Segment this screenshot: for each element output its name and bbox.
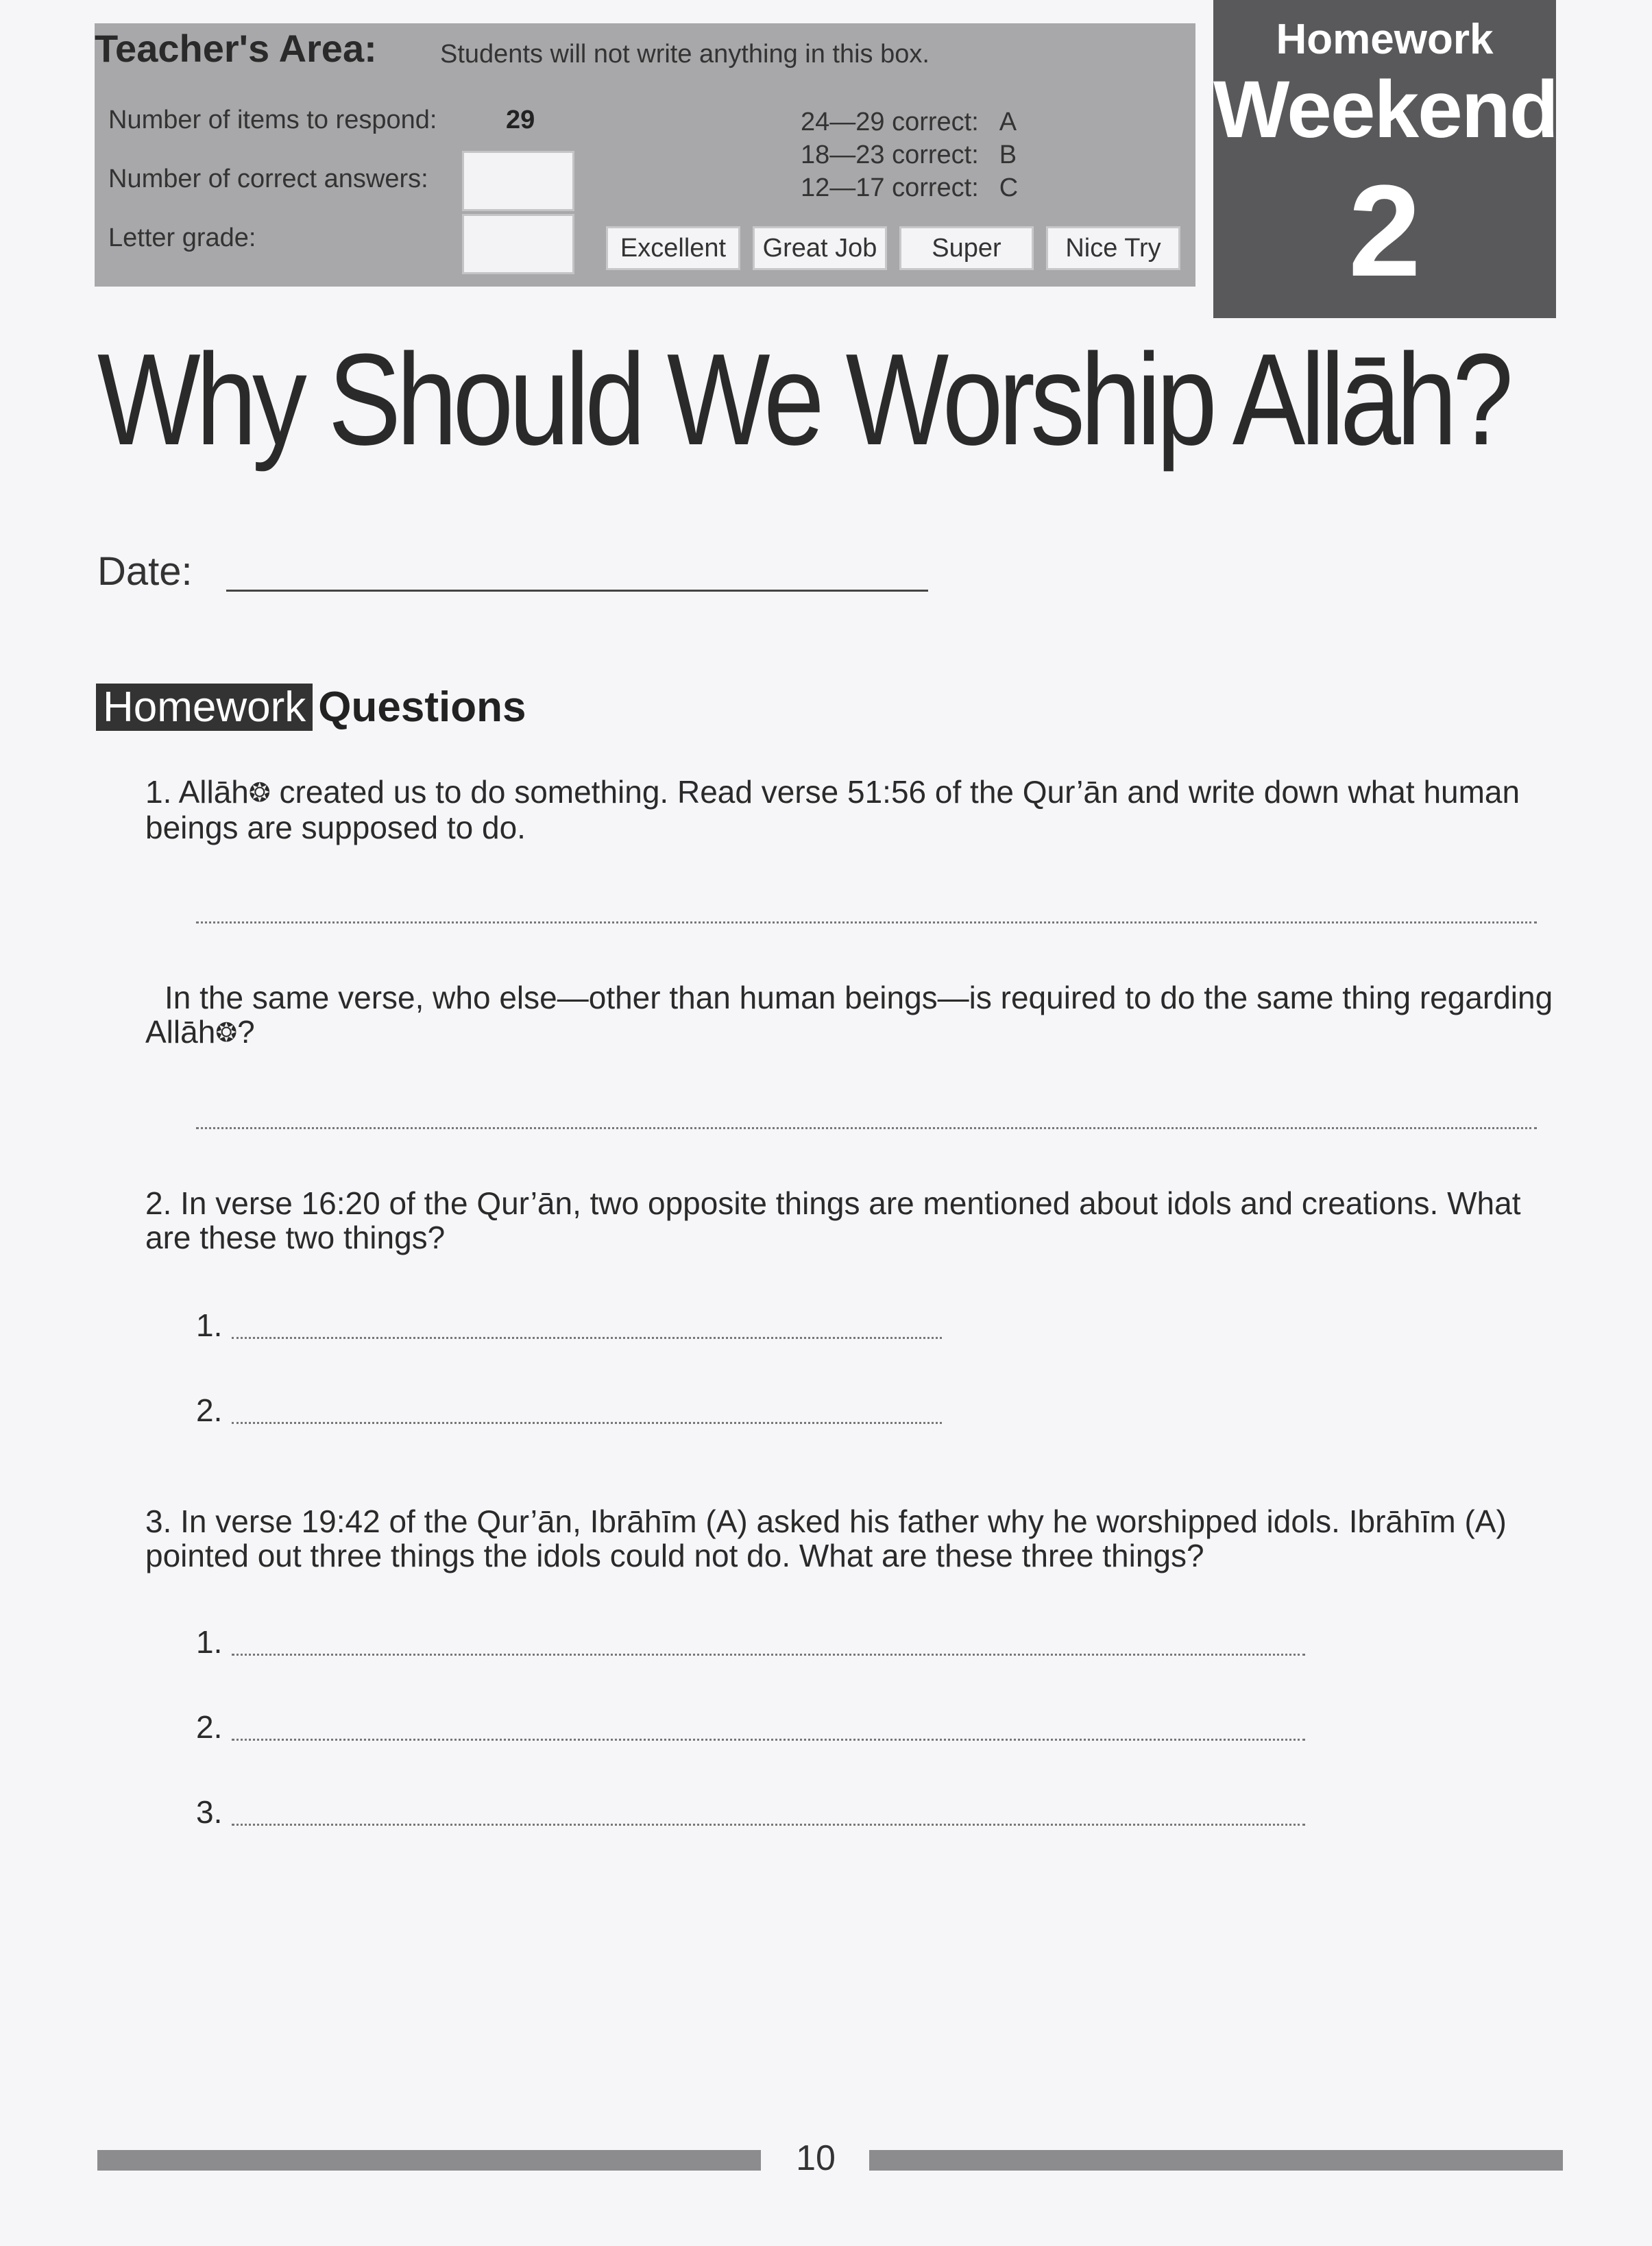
letter-grade-label: Letter grade:: [108, 224, 256, 252]
page-number: 10: [796, 2138, 836, 2178]
answer-line-3-3[interactable]: [232, 1824, 1305, 1826]
page-title: Why Should We Worship Allāh?: [97, 327, 1509, 472]
answer-line-2-2[interactable]: [232, 1422, 942, 1424]
question-1: 1. Allāh❂ created us to do something. Read verse 51:56 of the Qur’ān and write down what human beings are supposed to do.: [145, 774, 1520, 845]
items-label: Number of items to respond:: [108, 106, 437, 134]
nice-try-button[interactable]: Nice Try: [1046, 226, 1180, 270]
date-field[interactable]: [226, 590, 928, 592]
badge-weekend-number: 2: [1348, 158, 1421, 304]
question-2: 2. In verse 16:20 of the Qur’ān, two opposite things are mentioned about idols and creations. What are these two things?: [145, 1185, 1521, 1255]
answer-line-1[interactable]: [196, 921, 1537, 923]
correct-answers-label: Number of correct answers:: [108, 165, 428, 193]
answer-line-1b[interactable]: [196, 1127, 1537, 1129]
grade-scale-row: 12—17 correct: C: [801, 173, 1019, 202]
grade-buttons: [606, 226, 1180, 270]
footer-bar-left: [97, 2150, 761, 2171]
excellent-button[interactable]: Excellent: [606, 226, 740, 270]
teachers-area-note: Students will not write anything in this box.: [440, 40, 930, 69]
super-button[interactable]: Super: [899, 226, 1034, 270]
teachers-area: [95, 23, 1195, 287]
letter-grade-box[interactable]: [462, 214, 574, 274]
section-heading-text: Questions: [318, 684, 526, 731]
answer-number: 1.: [196, 1624, 223, 1660]
correct-answers-box[interactable]: [462, 151, 574, 211]
answer-line-3-1[interactable]: [232, 1654, 1305, 1656]
date-label: Date:: [97, 549, 193, 594]
section-heading: [96, 683, 526, 732]
honorific-glyph-icon: ❂: [248, 779, 271, 808]
grade-scale: [801, 106, 1018, 204]
answer-line-2-1[interactable]: [232, 1337, 942, 1339]
answer-number: 1.: [196, 1307, 223, 1343]
answer-line-3-2[interactable]: [232, 1739, 1305, 1741]
honorific-glyph-icon: ❂: [215, 1019, 238, 1048]
badge-weekend-label: Weekend: [1213, 64, 1557, 155]
answer-number: 3.: [196, 1794, 223, 1830]
homework-weekend-badge: [1213, 0, 1556, 318]
section-heading-highlight: Homework: [96, 684, 313, 731]
answer-number: 2.: [196, 1709, 223, 1745]
teachers-area-title: Teacher's Area:: [95, 27, 377, 70]
grade-scale-row: 18—23 correct: B: [801, 141, 1017, 169]
footer-bar-right: [869, 2150, 1563, 2171]
items-value: 29: [506, 106, 535, 134]
badge-homework-label: Homework: [1276, 16, 1494, 63]
great-job-button[interactable]: Great Job: [753, 226, 887, 270]
question-1-followup: In the same verse, who else—other than human beings—is required to do the same thing regarding Allāh❂?: [145, 980, 1553, 1050]
answer-number: 2.: [196, 1392, 223, 1428]
grade-scale-row: 24—29 correct: A: [801, 108, 1017, 136]
question-3: 3. In verse 19:42 of the Qur’ān, Ibrāhīm (A) asked his father why he worshipped idols. Ibrāhīm (A) pointed out three things the idols could not do. What are these three things?: [145, 1504, 1507, 1573]
